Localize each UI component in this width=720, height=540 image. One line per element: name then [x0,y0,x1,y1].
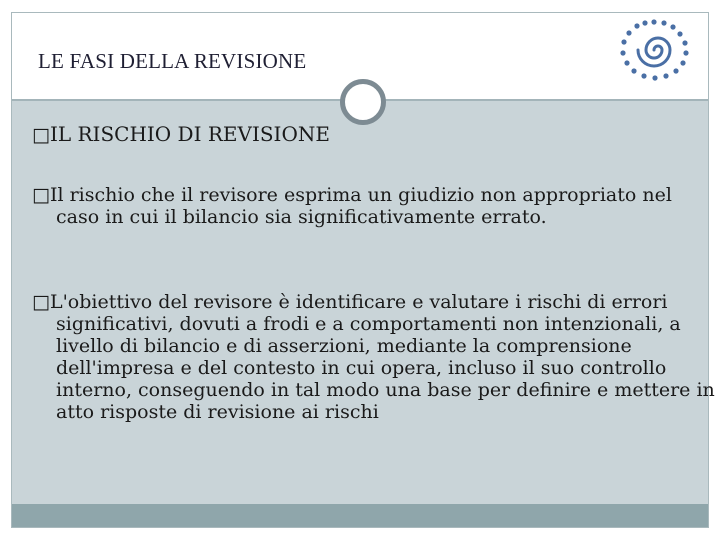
ring-icon [340,79,386,125]
bullet-text: IL RISCHIO DI REVISIONE [49,122,330,146]
bullet-marker-icon: □ [32,184,50,206]
bullet-definition [32,184,696,228]
footer-bar [12,504,708,527]
spiral-dots-icon [616,17,692,83]
slide-title: LE FASI DELLA REVISIONE [38,49,307,73]
bullet-marker-icon: □ [32,124,50,146]
bullet-objective [32,291,716,423]
bullet-text: Il rischio che il revisore esprima un giudizio non appropriato nel caso in cui il bilancio sia significativamente errato. [49,184,672,228]
bullet-text: L'obiettivo del revisore è identificare e valutare i rischi di errori significativi, dovuti a frodi e a comportamenti non intenzionali, a livello di bilancio e di asserzioni, mediante la comprensione dell'impresa e del contesto in cui opera, incluso il suo controllo interno, conseguendo in tal modo una base per definire e mettere in atto risposte di revisione ai rischi [49,291,715,423]
bullet-marker-icon: □ [32,291,50,313]
bullet-heading [32,122,330,146]
